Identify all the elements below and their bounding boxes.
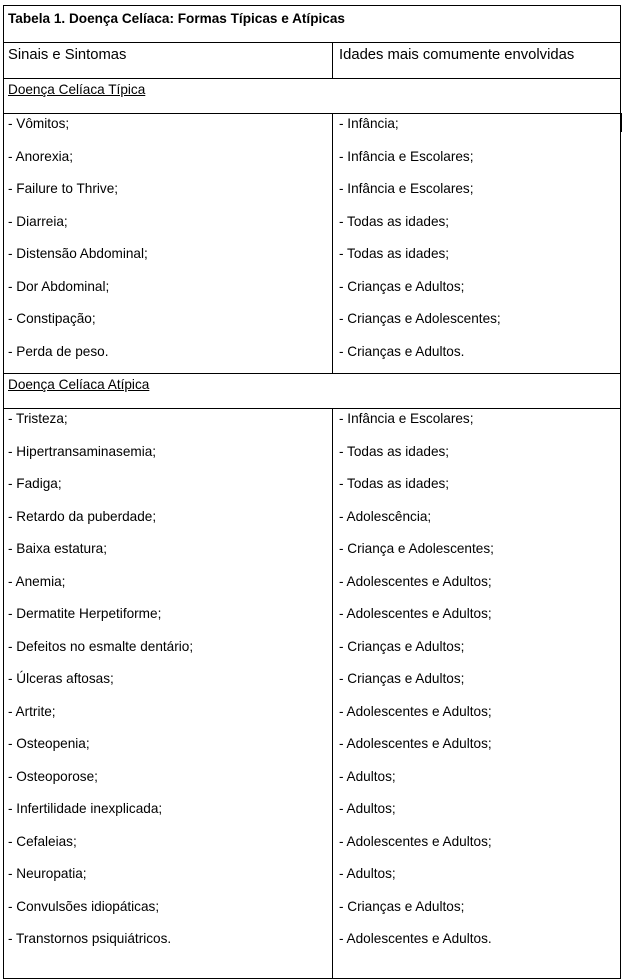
table-cell-symptom: - Anorexia; xyxy=(8,148,73,164)
table-cell-symptom: - Osteopenia; xyxy=(8,736,90,751)
table-cell-symptom: - Hipertransaminasemia; xyxy=(8,443,157,459)
header-signs-symptoms: Sinais e Sintomas xyxy=(4,43,333,78)
table-cell-age: - Crianças e Adultos; xyxy=(339,638,465,654)
table-cell-age: - Crianças e Adultos; xyxy=(339,278,465,294)
header-ages: Idades mais comumente envolvidas xyxy=(339,47,575,63)
table-cell-age: - Adultos; xyxy=(339,768,396,784)
table-cell-age: - Todas as idades; xyxy=(339,443,450,459)
table-edge-mark xyxy=(621,113,622,132)
atypical-ages-column xyxy=(333,409,620,978)
table-cell-age: - Infância e Escolares; xyxy=(339,411,474,426)
table-cell-age: - Criança e Adolescentes; xyxy=(339,541,494,556)
table-cell-symptom: - Infertilidade inexplicada; xyxy=(8,801,163,816)
celiac-table xyxy=(3,5,621,979)
table-cell-age: - Adolescentes e Adultos; xyxy=(339,703,492,719)
table-cell-age: - Crianças e Adultos; xyxy=(339,671,465,686)
table-cell-age: - Adolescentes e Adultos. xyxy=(339,931,492,946)
typical-symptoms-column xyxy=(4,114,333,373)
table-cell-age: - Adolescência; xyxy=(339,508,432,524)
table-cell-age: - Adolescentes e Adultos; xyxy=(339,833,492,849)
table-cell-symptom: - Convulsões idiopáticas; xyxy=(8,898,160,914)
section-atypical-body xyxy=(4,409,620,978)
table-cell-symptom: - Cefaleias; xyxy=(8,833,77,849)
section-typical-body xyxy=(4,114,620,374)
table-cell-symptom: - Failure to Thrive; xyxy=(8,181,119,196)
table-cell-symptom: - Distensão Abdominal; xyxy=(8,246,148,261)
table-cell-symptom: - Osteoporose; xyxy=(8,768,98,784)
section-typical-label-row xyxy=(4,79,620,114)
table-cell-symptom: - Dermatite Herpetiforme; xyxy=(8,606,162,621)
table-header-row xyxy=(4,43,620,79)
table-cell-symptom: - Artrite; xyxy=(8,703,56,719)
table-cell-age: - Todas as idades; xyxy=(339,246,450,261)
table-title: Tabela 1. Doença Celíaca: Formas Típicas e Atípicas xyxy=(4,6,620,43)
section-atypical-label-row xyxy=(4,374,620,409)
table-cell-age: - Crianças e Adultos. xyxy=(339,343,465,359)
table-cell-symptom: - Fadiga; xyxy=(8,476,62,491)
table-cell-symptom: - Perda de peso. xyxy=(8,343,109,359)
table-cell-symptom: - Constipação; xyxy=(8,311,96,326)
table-cell-symptom: - Tristeza; xyxy=(8,411,68,426)
table-cell-symptom: - Anemia; xyxy=(8,573,66,589)
table-cell-age: - Adultos; xyxy=(339,866,396,881)
section-atypical-label: Doença Celíaca Atípica xyxy=(8,377,150,392)
typical-ages-column xyxy=(333,114,620,373)
table-cell-age: - Crianças e Adolescentes; xyxy=(339,311,501,326)
table-cell-symptom: - Retardo da puberdade; xyxy=(8,508,157,524)
table-cell-age: - Infância e Escolares; xyxy=(339,148,474,164)
atypical-symptoms-column xyxy=(4,409,333,978)
table-cell-age: - Crianças e Adultos; xyxy=(339,898,465,914)
table-cell-age: - Adultos; xyxy=(339,801,396,816)
table-cell-symptom: - Defeitos no esmalte dentário; xyxy=(8,638,194,654)
table-cell-age: - Adolescentes e Adultos; xyxy=(339,736,492,751)
table-cell-symptom: - Diarreia; xyxy=(8,213,68,229)
table-cell-symptom: - Neuropatia; xyxy=(8,866,87,881)
table-cell-symptom: - Dor Abdominal; xyxy=(8,278,110,294)
section-typical-label: Doença Celíaca Típica xyxy=(8,82,146,97)
table-cell-age: - Infância; xyxy=(339,116,399,131)
table-cell-symptom: - Úlceras aftosas; xyxy=(8,671,114,686)
table-cell-age: - Adolescentes e Adultos; xyxy=(339,573,492,589)
table-cell-age: - Todas as idades; xyxy=(339,213,450,229)
table-cell-symptom: - Vômitos; xyxy=(8,116,70,131)
table-cell-symptom: - Transtornos psiquiátricos. xyxy=(8,931,172,946)
table-cell-age: - Adolescentes e Adultos; xyxy=(339,606,492,621)
table-cell-symptom: - Baixa estatura; xyxy=(8,541,107,556)
table-cell-age: - Todas as idades; xyxy=(339,476,450,491)
table-cell-age: - Infância e Escolares; xyxy=(339,181,474,196)
